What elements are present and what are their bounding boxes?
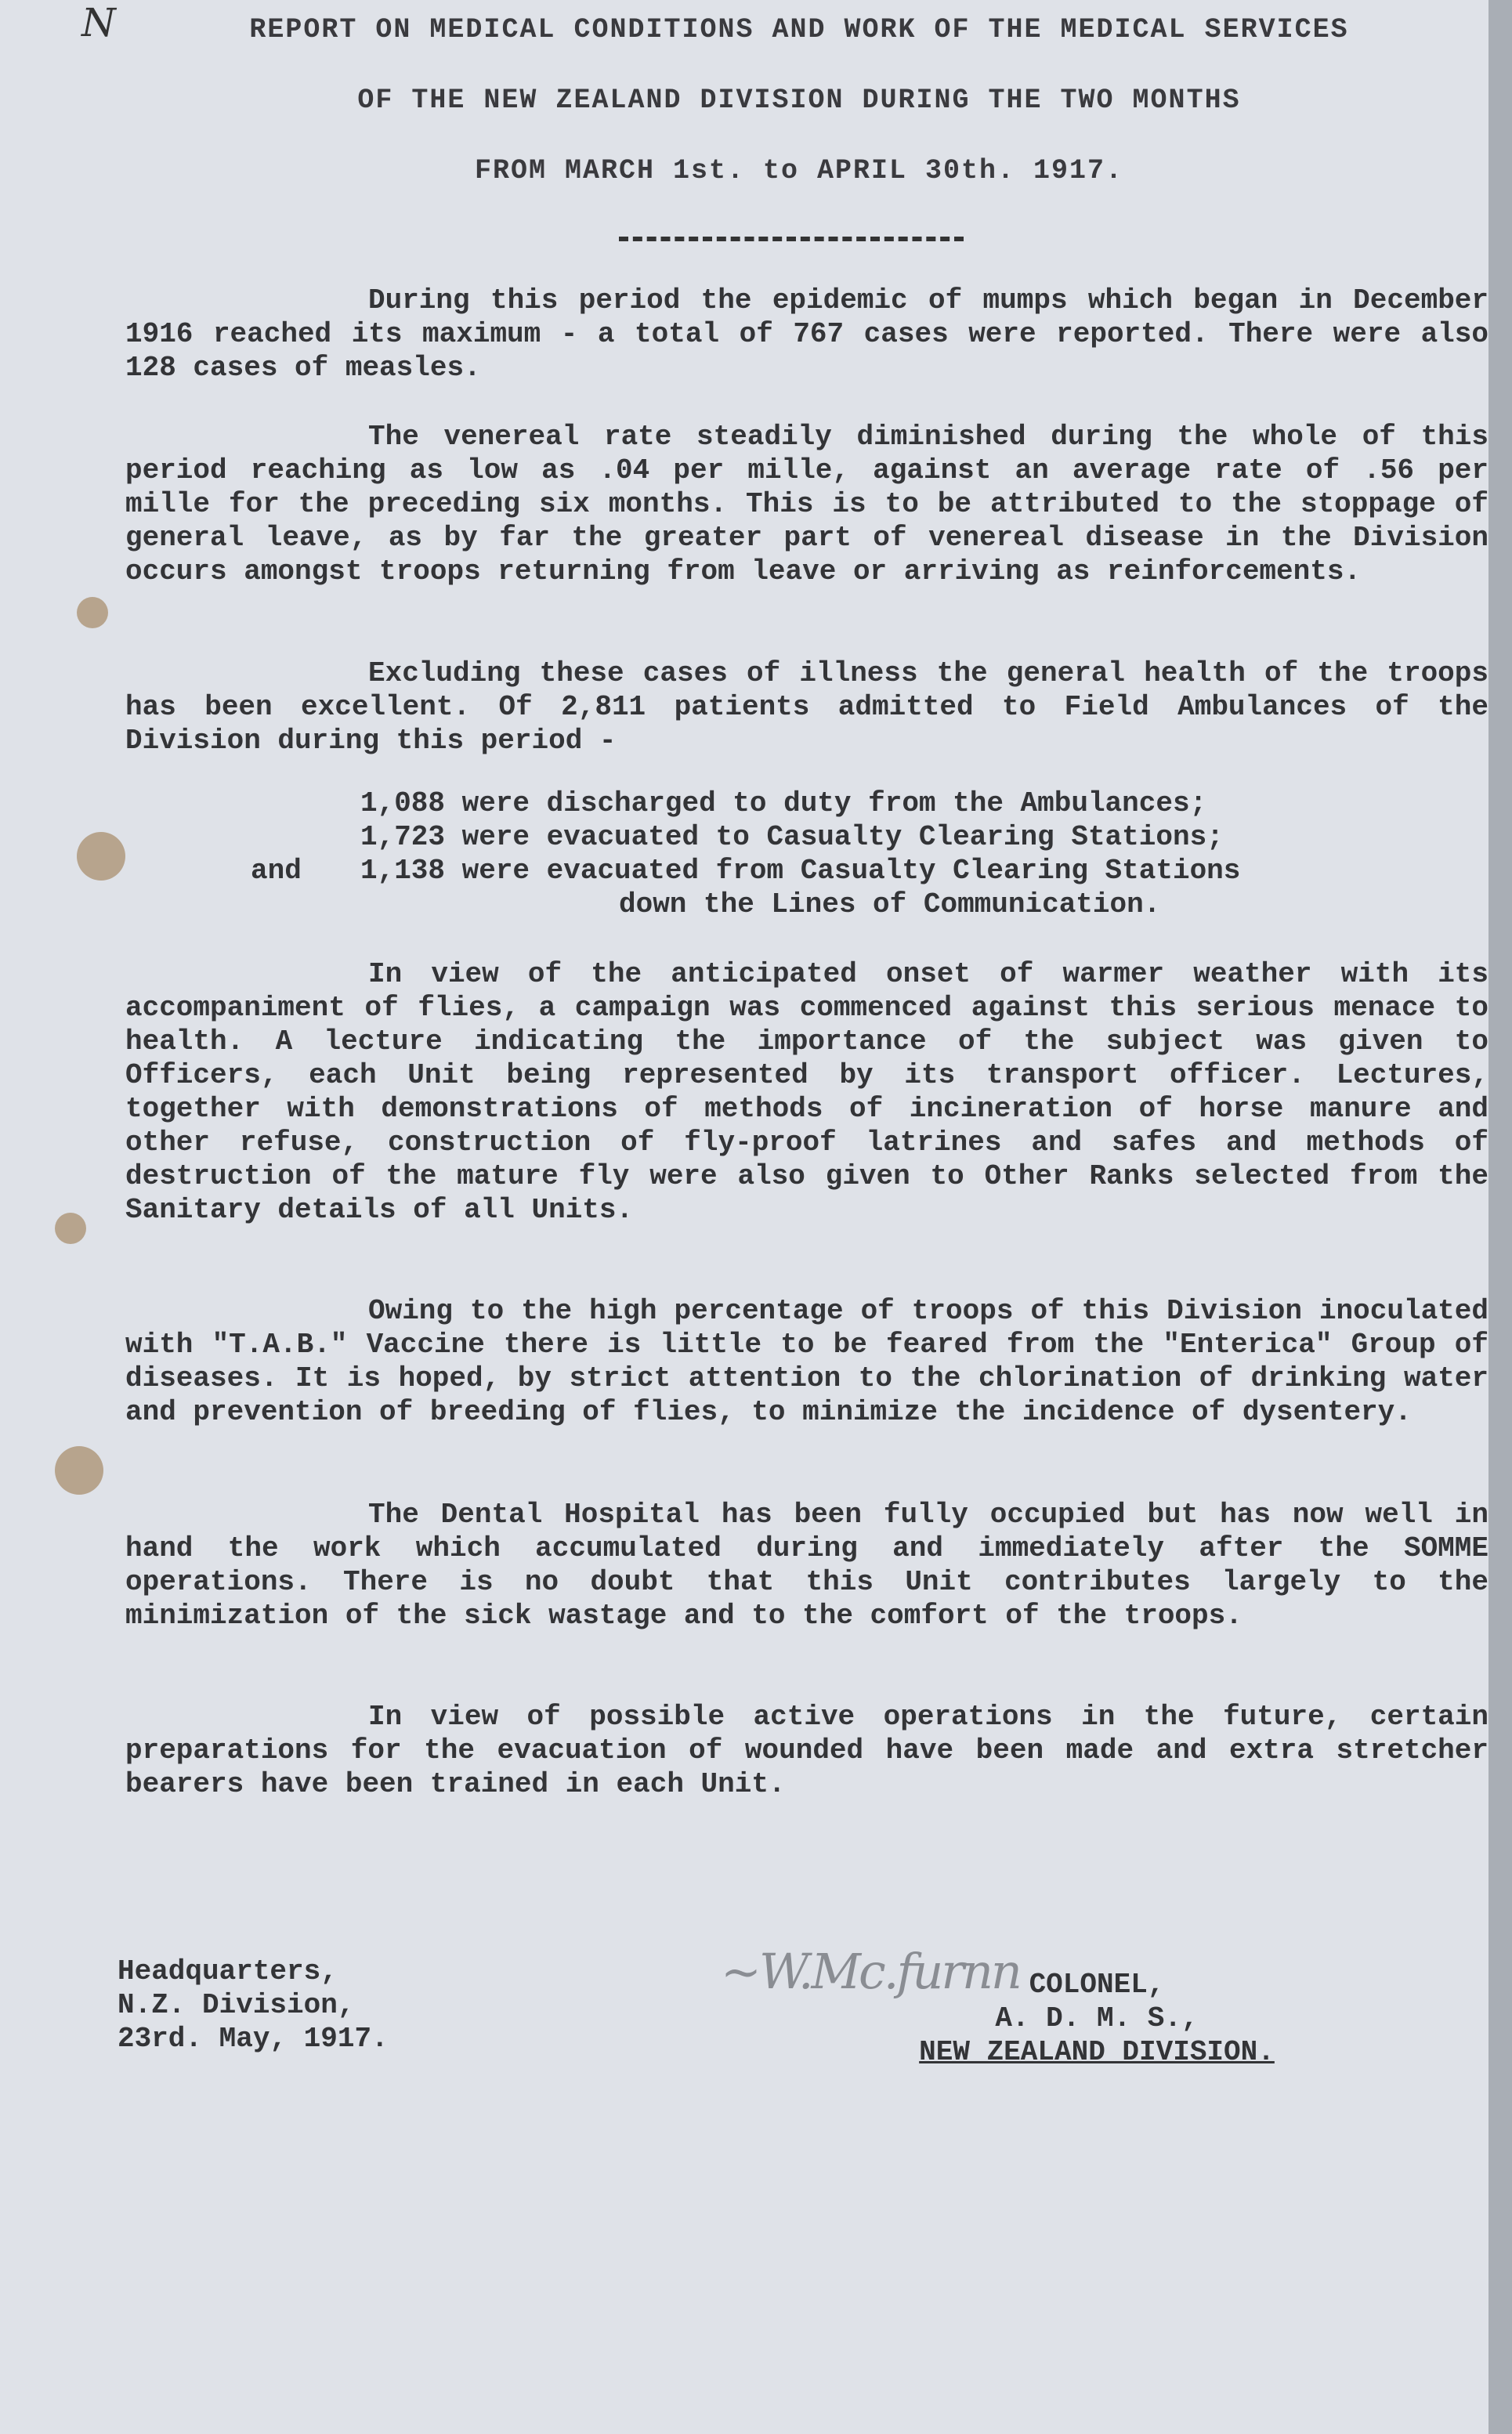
list-item-continuation: down the Lines of Communication. bbox=[619, 888, 1161, 920]
list-item bbox=[235, 787, 1457, 820]
paragraph-future-operations: In view of possible active operations in the future, certain preparations for the evacuation of wounded have been made and extra stretcher bearers have been trained in each Unit. bbox=[125, 1701, 1488, 1800]
list-item bbox=[235, 820, 1457, 854]
punch-hole bbox=[55, 1213, 86, 1244]
report-title-line-3: FROM MARCH 1st. to APRIL 30th. 1917. bbox=[474, 155, 1124, 186]
list-item bbox=[235, 854, 1457, 888]
date-line: 23rd. May, 1917. bbox=[118, 2023, 389, 2055]
paragraph-general-health: Excluding these cases of illness the general health of the troops has been excellent. Of 2,811 patients admitted to Field Ambulances of the Division during this period - bbox=[125, 657, 1488, 757]
signatory-block bbox=[870, 1968, 1324, 2069]
paragraph-dental-hospital: The Dental Hospital has been fully occupied but has now well in hand the work which accumulated during and immediately after the SOMME operations. There is no doubt that this Unit contributes largely to the minimization of the sick wastage and to the comfort of the troops. bbox=[125, 1499, 1488, 1632]
signatory-division: NEW ZEALAND DIVISION. bbox=[919, 2036, 1275, 2068]
paragraph-mumps: During this period the epidemic of mumps which began in December 1916 reached its maximum - a total of 767 cases were reported. There were also 128 cases of measles. bbox=[125, 284, 1488, 384]
list-item-text: 1,088 were discharged to duty from the Ambulances; bbox=[360, 787, 1207, 819]
report-title-line-1: REPORT ON MEDICAL CONDITIONS AND WORK OF THE MEDICAL SERVICES bbox=[249, 14, 1349, 45]
report-title-line-2: OF THE NEW ZEALAND DIVISION DURING THE TWO MONTHS bbox=[357, 85, 1241, 116]
list-item-text: 1,723 were evacuated to Casualty Clearing Stations; bbox=[360, 821, 1224, 853]
paragraph-flies-campaign: In view of the anticipated onset of warmer weather with its accompaniment of flies, a campaign was commenced against this serious menace to health. A lecture indicating the importance of the subject was given to Officers, each Unit being represented by its transport officer. Lectures, together with demonstrations of methods of incineration of horse manure and other refuse, construction of fly-proof latrines and safes and methods of destruction of the mature fly were also given to Other Ranks selected from the Sanitary details of all Units. bbox=[125, 958, 1488, 1226]
list-prefix: and bbox=[251, 855, 302, 887]
signatory-office: A. D. M. S., bbox=[995, 2002, 1199, 2034]
punch-hole bbox=[77, 597, 108, 628]
page-edge bbox=[1488, 0, 1512, 2434]
headquarters-block bbox=[118, 1955, 389, 2056]
title-divider bbox=[619, 237, 964, 241]
punch-hole bbox=[55, 1446, 103, 1495]
patient-statistics bbox=[235, 787, 1457, 921]
handwritten-annotation: N bbox=[81, 0, 116, 45]
paragraph-tab-vaccine: Owing to the high percentage of troops of this Division inoculated with "T.A.B." Vaccine there is little to be feared from the "Enterica" Group of diseases. It is hoped, by strict attention to the chlorination of drinking water and prevention of breeding of flies, to minimize the incidence of dysentery. bbox=[125, 1295, 1488, 1428]
paragraph-venereal: The venereal rate steadily diminished during the whole of this period reaching as low as .04 per mille, against an average rate of .56 per mille for the preceding six months. This is to be attributed to the stoppage of general leave, as by far the greater part of venereal disease in the Division occurs amongst troops returning from leave or arriving as reinforcements. bbox=[125, 421, 1488, 588]
division-line: N.Z. Division, bbox=[118, 1989, 355, 2021]
handwritten-signature: ~W.Mc.furnn bbox=[721, 1943, 1020, 2000]
headquarters-line: Headquarters, bbox=[118, 1955, 338, 1987]
list-item-text: 1,138 were evacuated from Casualty Clearing Stations bbox=[360, 855, 1241, 887]
signatory-rank: COLONEL, bbox=[1029, 1969, 1165, 2001]
punch-hole bbox=[77, 832, 125, 881]
